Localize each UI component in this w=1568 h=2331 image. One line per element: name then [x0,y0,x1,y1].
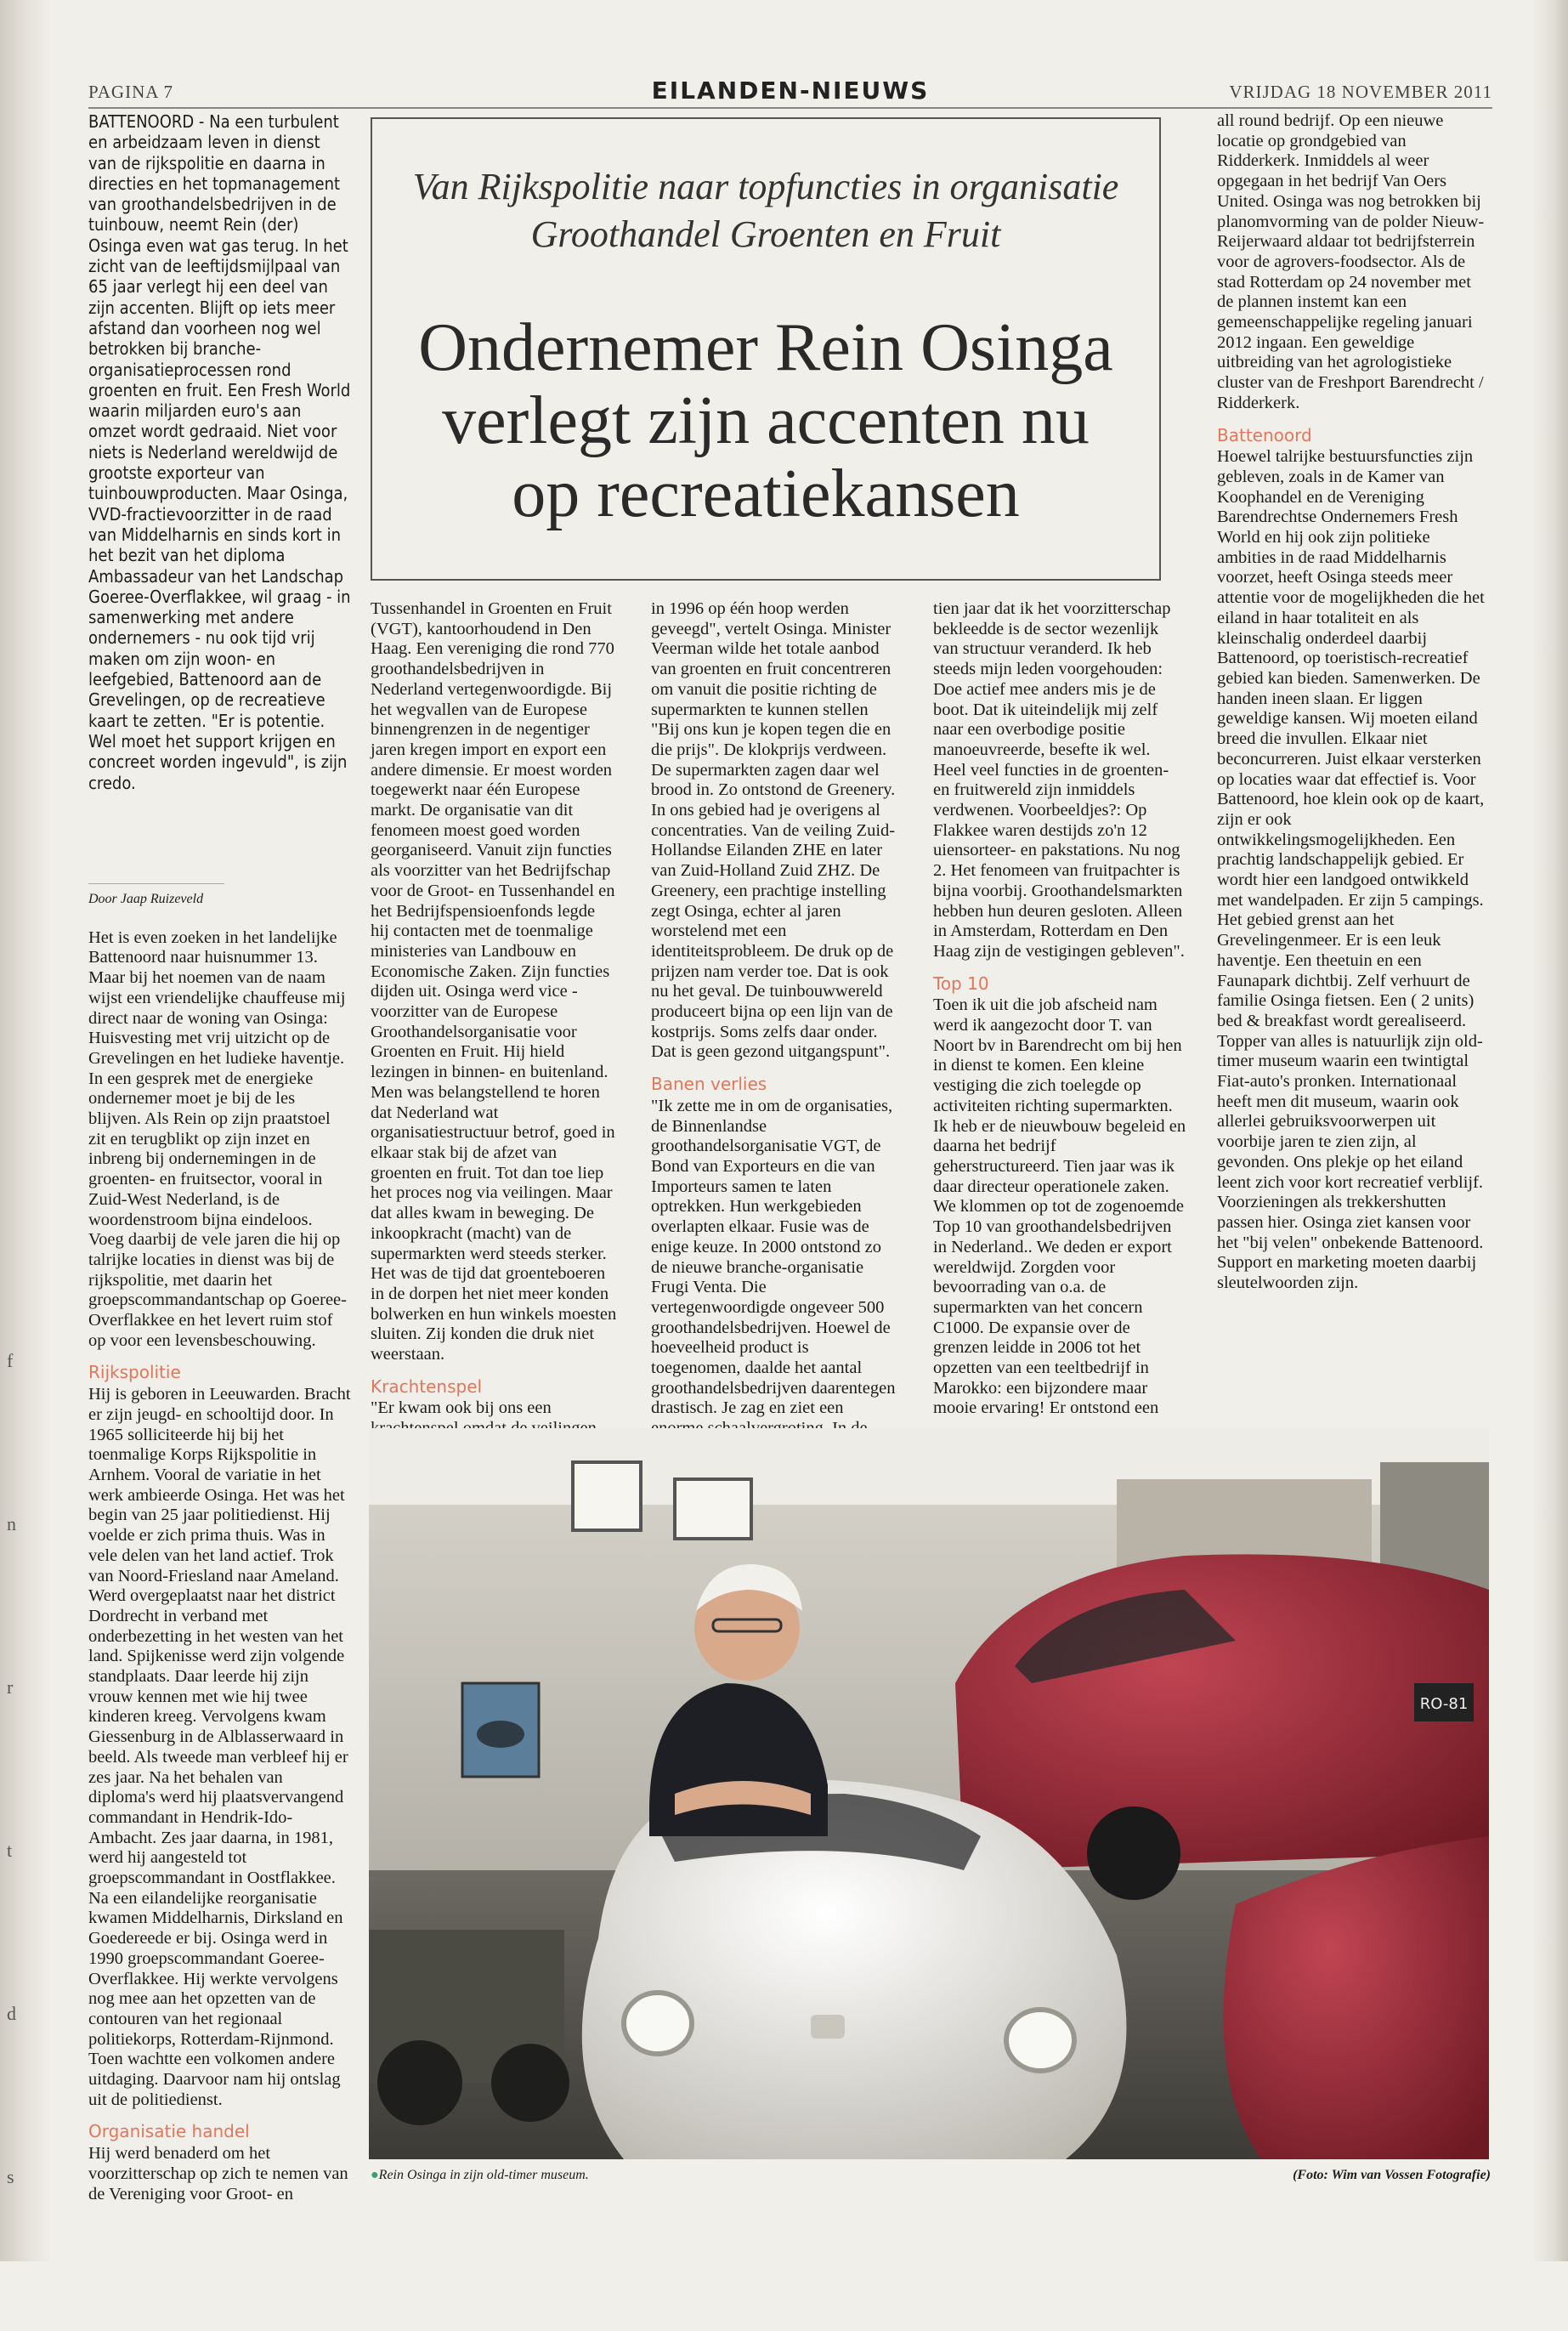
margin-letter: f [7,1350,14,1371]
headline-line: Ondernemer Rein Osinga [418,310,1113,385]
article-column-3 [651,599,897,1439]
fiat-badge [811,2015,845,2039]
window [573,1462,641,1530]
kicker [372,163,1159,258]
header-rule [88,107,1492,109]
margin-letter: t [7,1840,13,1861]
body-paragraph: tien jaar dat ik het voorzitterschap bekleedde is de sector wezenlijk van structuur veranderd. Ik heb steeds mijn leden voorgehouden: Doe actief mee anders mis je de boot. Dat ik uiteindelijk mij zelf naar een overbodige positie manoeuvreerde, besefte ik wel. Heel veel functies in de groenten- en fruitwereld zijn inmiddels verdwenen. Voorbeeldjes?: Op Flakkee waren destijds zo'n 12 uiensorteer- en pakstations. Nu nog 2. Het fenomeen van fruitpachter is bijna voorbij. Groothandelsmarkten hebben hun deuren gesloten. Alleen in Amsterdam, Rotterdam en Den Haag zijn de vestigingen gebleven". [933,599,1185,961]
article-column-5 [1217,111,1491,1294]
page-header [88,77,1492,105]
subhead-rijkspolitie: Rijkspolitie [88,1362,181,1383]
margin-letter: n [7,1513,16,1534]
subhead-top-10: Top 10 [933,973,989,994]
wheel [377,2040,462,2125]
license-plate-text: RO-81 [1419,1695,1469,1713]
newspaper-name: EILANDEN-NIEUWS [651,77,930,105]
window [675,1479,751,1539]
byline: Door Jaap Ruizeveld [88,883,224,910]
issue-date: VRIJDAG 18 NOVEMBER 2011 [1229,82,1492,102]
subhead-krachtenspel: Krachtenspel [371,1375,483,1397]
subhead-organisatie-handel: Organisatie handel [88,2121,250,2142]
headlight [624,1993,692,2054]
poster-car [477,1721,524,1748]
subhead-battenoord: Battenoord [1217,424,1312,445]
body-paragraph: Het is even zoeken in het landelijke Battenoord naar huisnummer 13. Maar bij het noemen van de naam wijst een vriendelijke chauffeuse mij direct naar de woning van Osinga: Huisvesting met vrij uitzicht op de Grevelingen en het ludieke haventje. In een gesprek met de energieke ondernemer moet je bij de les blijven. Als Rein op zijn praatstoel zit en terugblikt op zijn inzet en inbreng bij ondernemingen in de groenten- en fruitsector, vooral in Zuid-West Nederland, is de woordenstroom bijna eindeloos. Voeg daarbij de vele jaren die hij op talrijke locaties in dienst was bij de rijkspolitie, met daarin het groepscommandantschap op Goeree-Overflakkee en het levert ruim stof op voor een levensbeschouwing. [88,927,347,1350]
photo-caption [371,2168,1491,2193]
kicker-line: Van Rijkspolitie naar topfuncties in organisatie [412,166,1119,207]
body-paragraph: in 1996 op één hoop werden geveegd", vertelt Osinga. Minister Veerman wilde het totale aanbod van groenten en fruit concentreren om vanuit die positie richting de supermarkten te kunnen stellen "Bij ons kun je kopen tegen die en die prijs". De klokprijs verdween. De supermarkten zagen daar wel brood in. Zo ontstond de Greenery. In ons gebied had je overigens al concentraties. Van de veiling Zuid-Hollandse Eilanden ZHE en later van Zuid-Holland Zuid ZHZ. De Greenery, een prachtige instelling zegt Osinga, echter al jaren worstelend met een identiteitsprobleem. De druk op de prijzen nam verder toe. Dat is ook nu het geval. De tuinbouwwereld produceert bijna op een lijn van de kostprijs. Soms zelfs daar onder. Dat is geen gezond uitgangspunt". [651,599,896,1062]
article-column-4 [933,599,1186,1419]
wheel [1087,1806,1180,1900]
margin-letter: s [7,2166,14,2187]
kicker-line: Groothandel Groenten en Fruit [530,213,1001,255]
body-paragraph: Toen ik uit die job afscheid nam werd ik aangezocht door T. van Noort bv in Barendrecht om bij hen in dienst te komen. Een kleine vestiging die zich toelegde op activiteiten richting supermarkten. Ik heb er de nieuwbouw begeleid en daarna het bedrijf geherstructureerd. Tien jaar was ik daar directeur operationele zaken. We klommen op tot de zogenoemde Top 10 van groothandelsbedrijven in Nederland.. We deden er export wereldwijd. Zorgden voor bevoorrading van o.a. de supermarkten van het concern C1000. De expansie over de grenzen leidde in 2006 tot het opzetten van een teeltbedrijf in Marokko: een bijzondere maar mooie ervaring! Er ontstond een [933,995,1186,1418]
body-paragraph: Hij is geboren in Leeuwarden. Bracht er zijn jeugd- en schooltijd door. In 1965 solliciteerde hij bij het toenmalige Korps Rijkspolitie in Arnhem. Vooral de variatie in het werk ambieerde Osinga. Het was het begin van 25 jaar politiedienst. Hij voelde er zich prima thuis. Was in vele delen van het land actief. Trok van Noord-Friesland naar Ameland. Werd overgeplaatst naar het district Dordrecht in verband met onderbezetting in het westen van het land. Spijkenisse werd zijn volgende standplaats. Daar leerde hij zijn vrouw kennen met wie hij twee kinderen kreeg. Vervolgens kwam Giessenburg in de Alblasserwaard in beeld. Als tweede man verbleef hij er zes jaar. Na het behalen van diploma's werd hij plaatsvervangend commandant in Hendrik-Ido-Ambacht. Zes jaar daarna, in 1981, werd hij aangesteld tot groepscommandant in Oostflakkee. Na een eilandelijke reorganisatie kwamen Middelharnis, Dirksland en Goedereede er bij. Osinga werd in 1990 groepscommandant Goeree-Overflakkee. Hij werkte vervolgens nog mee aan het opzetten van de contouren van het regionaal politiekorps, Rotterdam-Rijnmond. Toen wachtte een volkomen andere uitdaging. Daarvoor nam hij ontslag uit de politiedienst. [88,1385,351,2109]
article-column-2 [371,599,617,1439]
body-paragraph: all round bedrijf. Op een nieuwe locatie op grondgebied van Ridderkerk. Inmiddels al weer opgegaan in het bedrijf Van Oers United. Osinga was nog betrokken bij planomvorming van de polder Nieuw-Reijerwaard aldaar tot bedrijfsterrein voor de agrovers-foodsector. Als de stad Rotterdam op 24 november met de plannen instemt kan een gemeenschappelijke regeling januari 2012 ingaan. Een geweldige uitbreiding van het agrologistieke cluster van de Freshport Barendrecht / Ridderkerk. [1217,111,1485,412]
headlight [1006,2010,1074,2071]
museum-photo [369,1428,1489,2159]
margin-letter: d [7,2003,16,2024]
red-fiat-rear [955,1554,1489,1870]
headline-line: verlegt zijn accenten nu [442,383,1090,458]
body-paragraph: Hij werd benaderd om het voorzitterschap op zich te nemen van de Vereniging voor Groot- en [88,2144,348,2203]
museum-photo-illustration [369,1428,1489,2159]
article-column-1 [88,111,352,793]
page-number: PAGINA 7 [88,82,173,102]
margin-letters [7,1352,41,2331]
body-paragraph: Tussenhandel in Groenten en Fruit (VGT), kantoorhoudend in Den Haag. Een vereniging die rond 770 groothandelsbedrijven in Nederland vertegenwoordigde. Bij het wegvallen van de Europese binnengrenzen in de negentiger jaren kregen import en export een andere dimensie. Er moest worden toegewerkt naar één Europese markt. De organisatie van dit fenomeen moest goed worden georganiseerd. Vanuit zijn functies als voorzitter van het Bedrijfschap voor de Groot- en Tussenhandel en het Bedrijfspensioenfonds legde hij contacten met de toenmalige ministeries van Landbouw en Economische Zaken. Zijn functies dijden uit. Osinga werd vice - voorzitter van de Europese Groothandelsorganisatie voor Groenten en Fruit. Hij hield lezingen in binnen- en buitenland. Men was belangstellend te horen dat Nederland wat organisatiestructuur betrof, goed in elkaar stak bij de afzet van groenten en fruit. Tot dan toe liep het proces nog via veilingen. Maar dat alles kwam in beweging. De inkoopkracht (macht) van de supermarkten werd steeds sterker. Het was de tijd dat groenteboeren in de dorpen het niet meer konden bolwerken en hun winkels moesten sluiten. Zij konden die druk niet weerstaan. [371,599,617,1364]
photo-credit: (Foto: Wim van Vossen Fotografie) [1293,2168,1491,2182]
body-paragraph: "Ik zette me in om de organisaties, de Binnenlandse groothandelsorganisatie VGT, de Bond van Exporteurs en die van Importeurs samen te laten optrekken. Hun werkgebieden overlapten elkaar. Fusie was de enige keuze. In 2000 ontstond zo de nieuwe branche-organisatie Frugi Venta. Die vertegenwoordigde ongeveer 500 groothandelsbedrijven. Hoewel de hoeveelheid product is toegenomen, daalde het aantal groothandelsbedrijven daarentegen drastisch. Je zag en ziet een [651,1096,896,1418]
body-paragraph: Hoewel talrijke bestuursfuncties zijn gebleven, zoals in de Kamer van Koophandel en de Vereniging Barendrechtse Ondernemers Fresh World en hij ook zijn politieke ambities in de raad Middelharnis voorzet, heeft Osinga steeds meer attentie voor de mogelijkheden die het eiland in haar totaliteit en als kleinschalig onderdeel daarbij Battenoord, op toeristisch-recreatief gebied kan bieden. Samenwerken. De handen ineen slaan. Er liggen geweldige kansen. Wij moeten eiland breed die invullen. Elkaar niet beconcurreren. Juist elkaar versterken op locaties waar dat effectief is. Voor Battenoord, hoe klein ook op de kaart, zijn er ook ontwikkelingsmogelijkheden. Een prachtig landschappelijk gebied. Er wordt hier een landgoed ontwikkeld met wandelpaden. Er zijn 5 campings. Het gebied grenst aan het Grevelingenmeer. Er is een leuk haventje. Een theetuin en een Faunapark dichtbij. Zelf verhuurt de familie Osinga fietsen. Een ( 2 units) bed & breakfast wordt gerealiseerd. Topper van alles is natuurlijk zijn old-timer museum waarin een twintigtal Fiat-auto's pronken. Internationaal heeft men dit museum, waarin ook allerlei gebruiksvoorwerpen uit voorbije jaren te zien zijn, al gevonden. Ons plekje op het eiland leent zich voor kort recreatief verblijf. Voorzieningen als trekkershutten passen hier. Osinga ziet kansen voor het "bij velen" onbekende Battenoord. Support en marketing moeten daarbij sleutelwoorden zijn. [1217,447,1485,1293]
headline [372,311,1159,530]
margin-letter: r [7,1676,14,1698]
body-paragraph: "Er kwam ook bij ons een [371,1398,552,1418]
wheel [491,2044,569,2122]
caption-text: ● Rein Osinga in zijn old-timer museum. [371,2168,589,2182]
headline-line: op recreatiekansen [512,457,1020,531]
page-gutter-right [1534,0,1568,2261]
intro-paragraph: BATTENOORD - Na een turbulent en arbeidzaam leven in dienst van de rijkspolitie en daarna in directies en het topmanagement van groothandelsbedrijven in de tuinbouw, neemt Rein (der) Osinga even wat gas terug. In het zicht van de leeftijdsmijlpaal van 65 jaar verlegt hij een deel van zijn accenten. Blijft op iets meer afstand dan voorheen nog wel betrokken bij branche-organisatieprocessen rond groenten en fruit. Een Fresh World waarin miljarden euro's aan omzet wordt gedraaid. Niet voor niets is Nederland wereldwijd de grootste exporteur van tuinbouwproducten. Maar Osinga, VVD-fractievoorzitter in de raad van Middelharnis en sinds kort in het bezit van het diploma Ambassadeur van het Landschap Goeree-Overflakkee, wil graag - in samenwerking met andere ondernemers - nu ook tijd vrij maken om zijn woon- en leefgebied, Battenoord aan de Grevelingen, op de recreatieve kaart te zetten. "Er is potentie. Wel moet het support krijgen en concreet worden ingevuld", is zijn credo. [88,111,351,793]
article-column-1-body [88,865,352,2204]
subhead-banen-verlies: Banen verlies [651,1074,767,1095]
headline-box [371,117,1161,581]
